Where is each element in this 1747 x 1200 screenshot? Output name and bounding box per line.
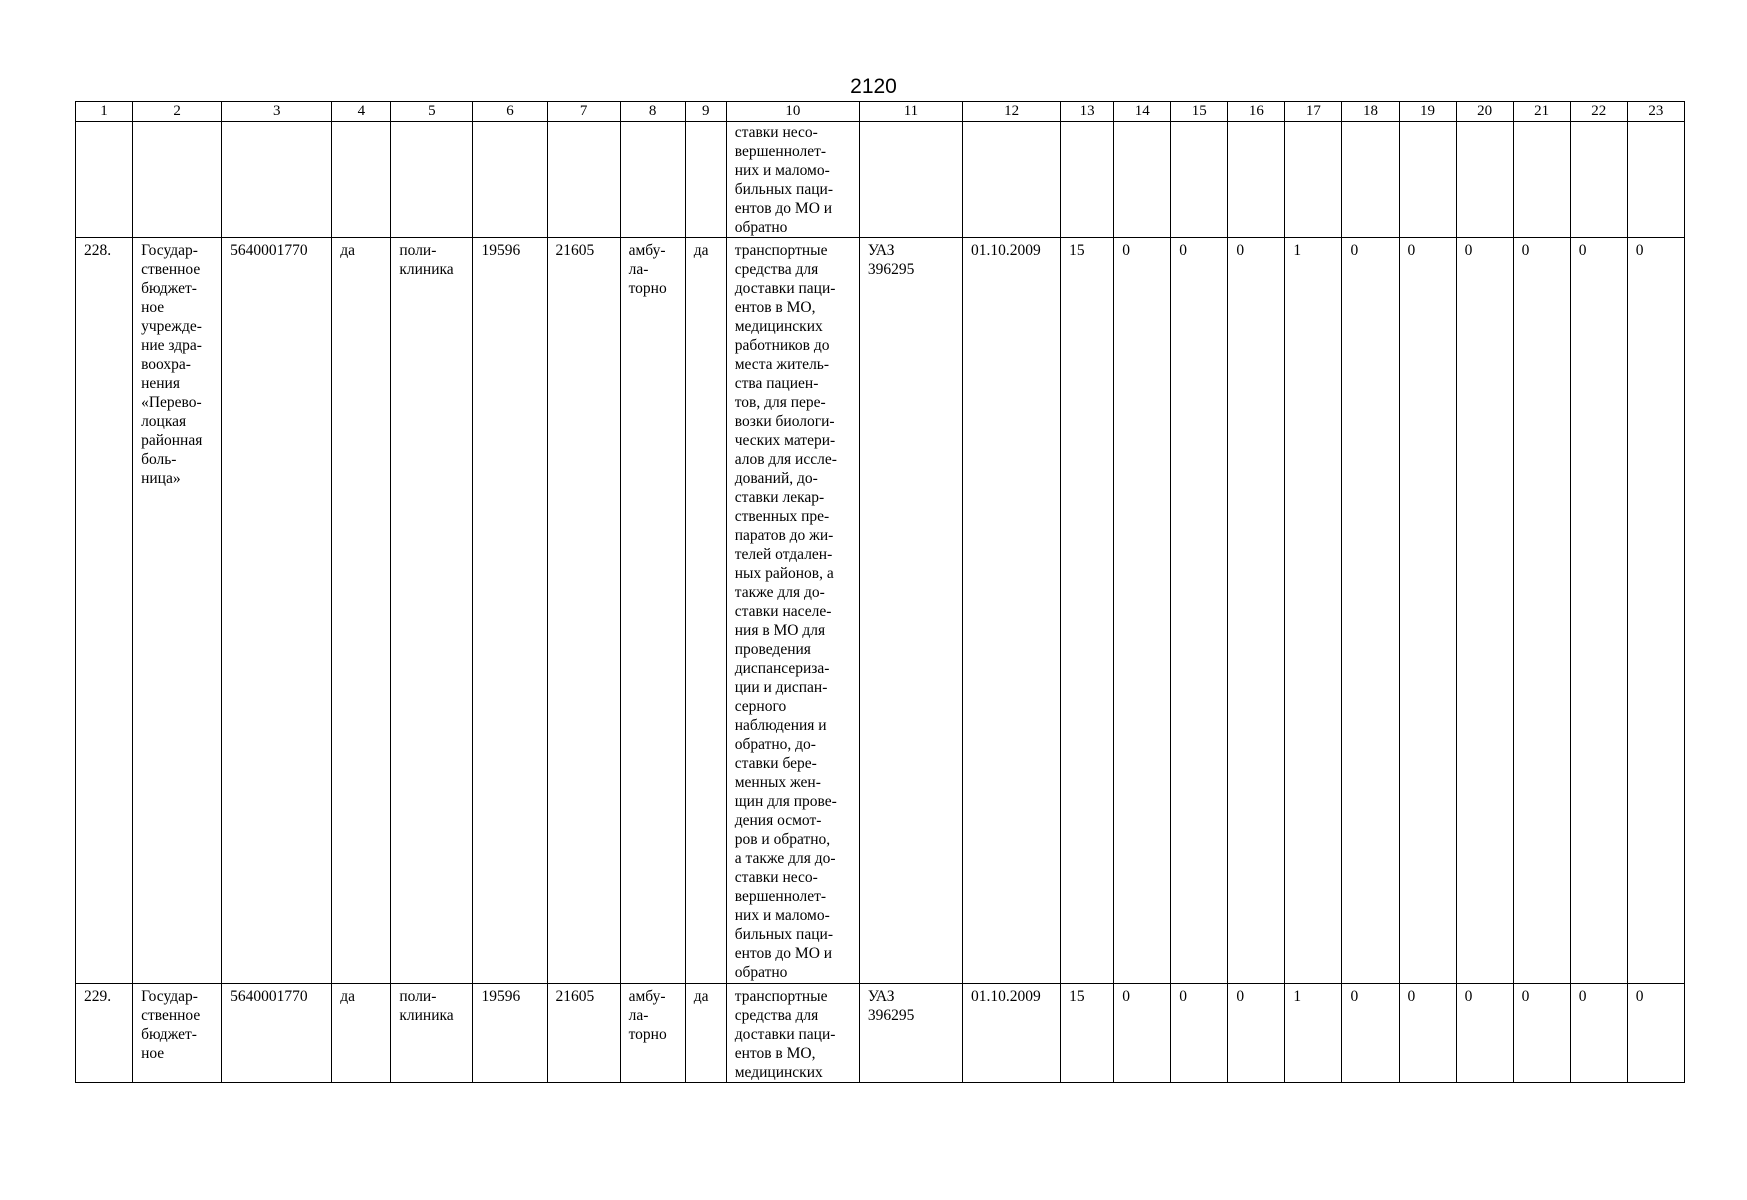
column-number-cell: 17 (1285, 102, 1342, 122)
cell-col-17 (1285, 122, 1342, 238)
cell-col-18: 0 (1342, 984, 1399, 1083)
cell-institution-name: Государ- ственное бюджет- ное учрежде- ние здра- воохра- нения «Перево- лоцкая районная боль- ница» (133, 238, 222, 984)
cell-care-type (620, 122, 685, 238)
cell-institution-name: Государ- ственное бюджет- ное (133, 984, 222, 1083)
cell-col-14: 0 (1114, 984, 1171, 1083)
cell-col-21: 0 (1513, 984, 1570, 1083)
column-number-cell: 10 (726, 102, 859, 122)
cell-col-21 (1513, 122, 1570, 238)
cell-col-22: 0 (1570, 238, 1627, 984)
cell-code-6 (473, 122, 547, 238)
cell-flag-9: да (685, 984, 726, 1083)
cell-vehicle-purpose: транспортные средства для доставки паци- ентов в МО, медицинских (726, 984, 859, 1083)
column-number-cell: 4 (332, 102, 391, 122)
column-number-cell: 21 (1513, 102, 1570, 122)
cell-vehicle-model: УАЗ 396295 (859, 238, 962, 984)
cell-col-16 (1228, 122, 1285, 238)
cell-col-22 (1570, 122, 1627, 238)
column-number-cell: 6 (473, 102, 547, 122)
cell-row-number: 228. (76, 238, 133, 984)
cell-flag: да (332, 238, 391, 984)
cell-flag-9: да (685, 238, 726, 984)
cell-col-18 (1342, 122, 1399, 238)
cell-col-14: 0 (1114, 238, 1171, 984)
cell-col-20: 0 (1456, 238, 1513, 984)
cell-unit-type (391, 122, 473, 238)
table-row (76, 238, 1685, 984)
cell-care-type: амбу- ла- торно (620, 984, 685, 1083)
cell-col-20: 0 (1456, 984, 1513, 1083)
cell-col-17: 1 (1285, 984, 1342, 1083)
column-number-cell: 7 (547, 102, 620, 122)
column-number-cell: 8 (620, 102, 685, 122)
table-row (76, 984, 1685, 1083)
cell-institution-name (133, 122, 222, 238)
column-number-cell: 20 (1456, 102, 1513, 122)
cell-col-22: 0 (1570, 984, 1627, 1083)
cell-col-15 (1171, 122, 1228, 238)
column-number-cell: 18 (1342, 102, 1399, 122)
cell-col-23: 0 (1627, 238, 1684, 984)
cell-col-19: 0 (1399, 984, 1456, 1083)
cell-row-number (76, 122, 133, 238)
cell-unit-type: поли- клиника (391, 238, 473, 984)
cell-care-type: амбу- ла- торно (620, 238, 685, 984)
column-number-cell: 11 (859, 102, 962, 122)
cell-code-6: 19596 (473, 238, 547, 984)
cell-col-19 (1399, 122, 1456, 238)
cell-code-7: 21605 (547, 238, 620, 984)
cell-flag-9 (685, 122, 726, 238)
cell-col-17: 1 (1285, 238, 1342, 984)
cell-col-14 (1114, 122, 1171, 238)
column-number-row (76, 102, 1685, 122)
column-number-cell: 12 (963, 102, 1061, 122)
cell-col-13: 15 (1061, 238, 1114, 984)
cell-flag: да (332, 984, 391, 1083)
cell-col-16: 0 (1228, 984, 1285, 1083)
column-number-cell: 1 (76, 102, 133, 122)
cell-inn: 5640001770 (222, 984, 332, 1083)
cell-vehicle-model (859, 122, 962, 238)
cell-col-13: 15 (1061, 984, 1114, 1083)
register-table (75, 101, 1685, 1083)
cell-col-16: 0 (1228, 238, 1285, 984)
cell-inn (222, 122, 332, 238)
cell-vehicle-model: УАЗ 396295 (859, 984, 962, 1083)
column-number-cell: 3 (222, 102, 332, 122)
page-number: 2120 (850, 75, 897, 98)
column-number-cell: 16 (1228, 102, 1285, 122)
cell-col-20 (1456, 122, 1513, 238)
cell-col-18: 0 (1342, 238, 1399, 984)
column-number-cell: 5 (391, 102, 473, 122)
cell-vehicle-purpose: ставки несо- вершеннолет- них и маломо- бильных паци- ентов до МО и обратно (726, 122, 859, 238)
cell-flag (332, 122, 391, 238)
column-number-cell: 9 (685, 102, 726, 122)
column-number-cell: 2 (133, 102, 222, 122)
cell-col-19: 0 (1399, 238, 1456, 984)
cell-col-21: 0 (1513, 238, 1570, 984)
cell-col-15: 0 (1171, 238, 1228, 984)
cell-code-6: 19596 (473, 984, 547, 1083)
cell-registration-date: 01.10.2009 (963, 984, 1061, 1083)
column-number-cell: 13 (1061, 102, 1114, 122)
cell-registration-date (963, 122, 1061, 238)
column-number-cell: 15 (1171, 102, 1228, 122)
column-number-cell: 22 (1570, 102, 1627, 122)
cell-code-7: 21605 (547, 984, 620, 1083)
column-number-cell: 23 (1627, 102, 1684, 122)
cell-col-23: 0 (1627, 984, 1684, 1083)
cell-row-number: 229. (76, 984, 133, 1083)
cell-vehicle-purpose: транспортные средства для доставки паци- ентов в МО, медицинских работников до места житель- ства пациен- тов, для пере- возки биологи- ческих матери- алов для иссле- дований, до- ставки лекар- ственных пре- паратов до жи- телей отдален- ных районов, а также для до- ставки населе- ния в МО для проведения диспансериза- ции и диспан- серного наблюдения и обратно, до- ставки бере- менных жен- щин для прове- дения осмот- ров и обратно, а также для до- ставки несо- вершеннолет- них и маломо- бильных паци- ентов до МО и обратно (726, 238, 859, 984)
cell-unit-type: поли- клиника (391, 984, 473, 1083)
column-number-cell: 19 (1399, 102, 1456, 122)
cell-col-13 (1061, 122, 1114, 238)
cell-col-15: 0 (1171, 984, 1228, 1083)
cell-inn: 5640001770 (222, 238, 332, 984)
table-row (76, 122, 1685, 238)
cell-registration-date: 01.10.2009 (963, 238, 1061, 984)
cell-col-23 (1627, 122, 1684, 238)
column-number-cell: 14 (1114, 102, 1171, 122)
cell-code-7 (547, 122, 620, 238)
